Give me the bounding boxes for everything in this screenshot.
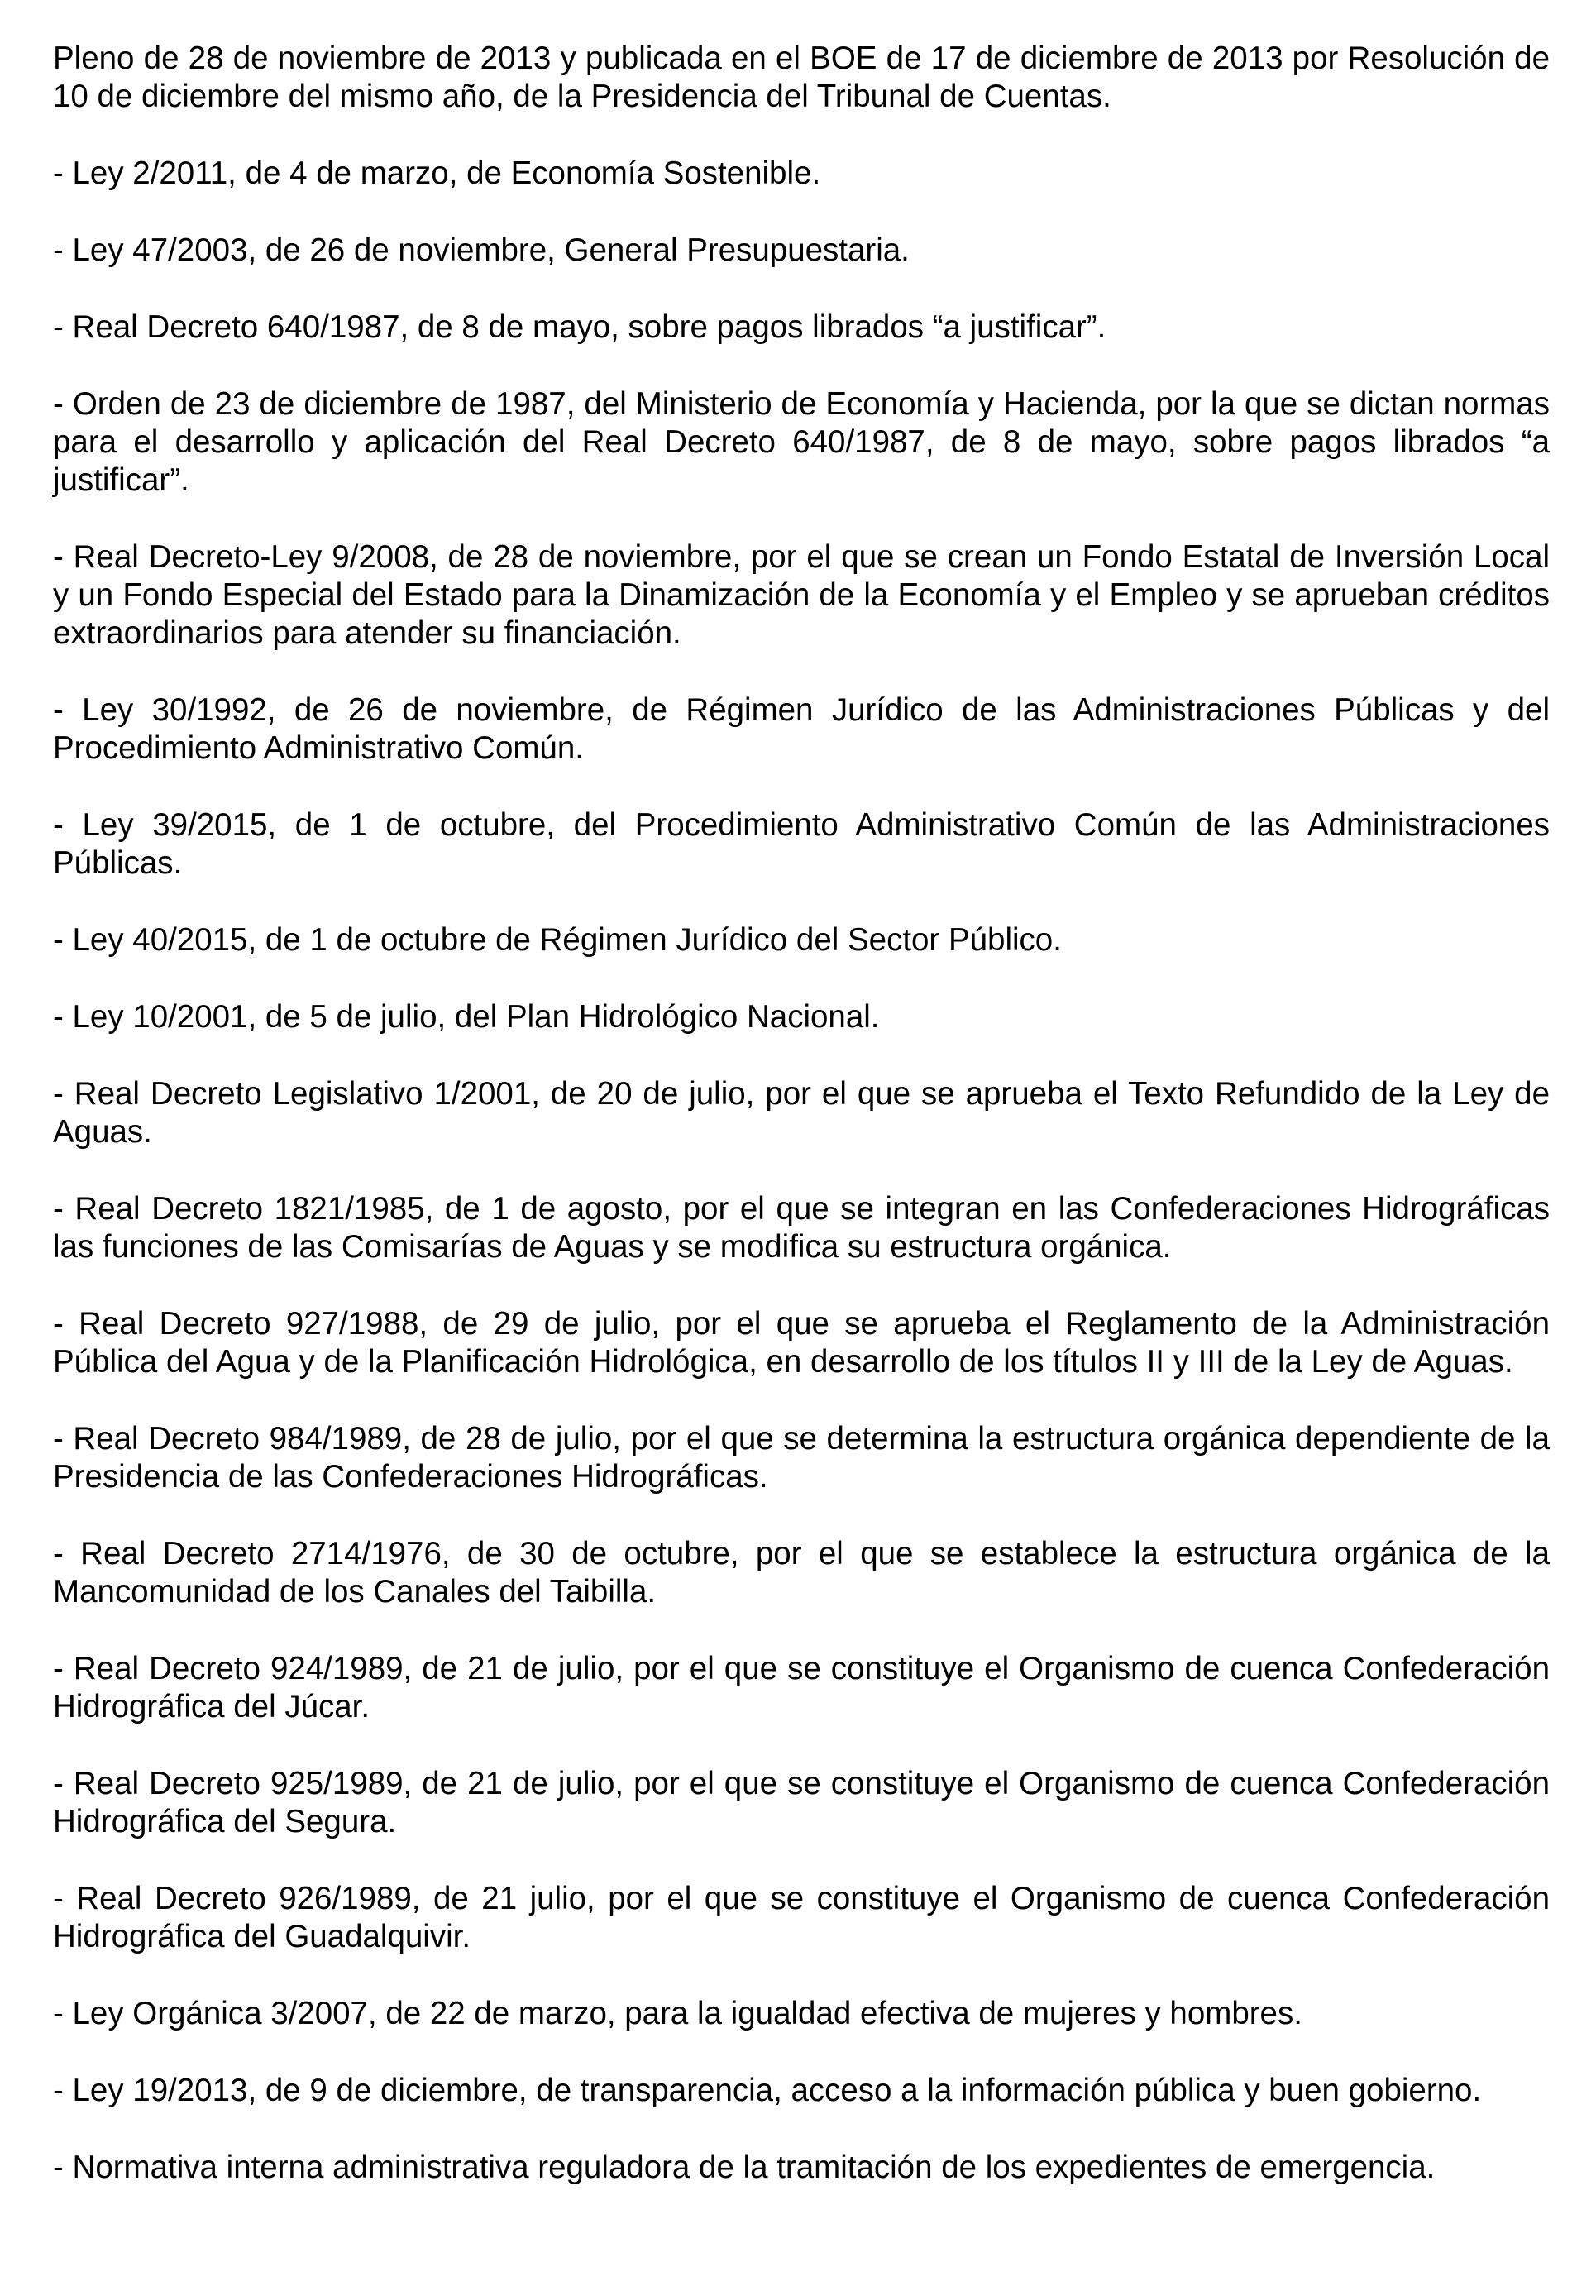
list-item: - Real Decreto 925/1989, de 21 de julio, por el que se constituye el Organismo de cuenca Confederación Hidrográfica del Segura. [53,1766,1550,1839]
list-item: - Real Decreto 927/1988, de 29 de julio, por el que se aprueba el Reglamento de la Administración Pública del Agua y de la Planificación Hidrológica, en desarrollo de los títulos II y III de la Ley de Aguas. [53,1306,1550,1380]
list-item: - Real Decreto 926/1989, de 21 julio, por el que se constituye el Organismo de cuenca Confederación Hidrográfica del Guadalquivir. [53,1881,1550,1954]
list-item: - Ley 40/2015, de 1 de octubre de Régimen Jurídico del Sector Público. [53,922,1062,958]
document-page [53,40,1550,2226]
list-item: - Real Decreto Legislativo 1/2001, de 20 de julio, por el que se aprueba el Texto Refundido de la Ley de Aguas. [53,1076,1550,1150]
paragraph-continuation: Pleno de 28 de noviembre de 2013 y publicada en el BOE de 17 de diciembre de 2013 por Resolución de 10 de diciembre del mismo año, de la Presidencia del Tribunal de Cuentas. [53,41,1550,114]
list-item: - Normativa interna administrativa reguladora de la tramitación de los expedientes de emergencia. [53,2150,1436,2185]
list-item: - Ley 10/2001, de 5 de julio, del Plan Hidrológico Nacional. [53,999,880,1035]
list-item: - Ley 39/2015, de 1 de octubre, del Procedimiento Administrativo Común de las Administraciones Públicas. [53,807,1550,881]
list-item: - Real Decreto 2714/1976, de 30 de octubre, por el que se establece la estructura orgánica de la Mancomunidad de los Canales del Taibilla. [53,1536,1550,1610]
list-item: - Real Decreto 924/1989, de 21 de julio, por el que se constituye el Organismo de cuenca Confederación Hidrográfica del Júcar. [53,1651,1550,1724]
list-item: - Real Decreto 984/1989, de 28 de julio, por el que se determina la estructura orgánica dependiente de la Presidencia de las Confederaciones Hidrográficas. [53,1421,1550,1495]
list-item: - Real Decreto 1821/1985, de 1 de agosto, por el que se integran en las Confederaciones Hidrográficas las funciones de las Comisarías de Aguas y se modifica su estructura orgánica. [53,1191,1550,1265]
list-item: - Ley Orgánica 3/2007, de 22 de marzo, para la igualdad efectiva de mujeres y hombres. [53,1996,1302,2031]
list-item: - Ley 2/2011, de 4 de marzo, de Economía Sostenible. [53,155,821,191]
list-item: - Ley 19/2013, de 9 de diciembre, de transparencia, acceso a la información pública y buen gobierno. [53,2073,1482,2108]
list-item: - Real Decreto-Ley 9/2008, de 28 de noviembre, por el que se crean un Fondo Estatal de Inversión Local y un Fondo Especial del Estado para la Dinamización de la Economía y el Empleo y se aprueban créditos extraordinarios para atender su financiación. [53,539,1550,651]
list-item: - Ley 47/2003, de 26 de noviembre, General Presupuestaria. [53,232,910,268]
list-item: - Orden de 23 de diciembre de 1987, del Ministerio de Economía y Hacienda, por la que se dictan normas para el desarrollo y aplicación del Real Decreto 640/1987, de 8 de mayo, sobre pagos librados “a justificar”. [53,386,1550,498]
list-item: - Ley 30/1992, de 26 de noviembre, de Régimen Jurídico de las Administraciones Públicas y del Procedimiento Administrativo Común. [53,692,1550,766]
list-item: - Real Decreto 640/1987, de 8 de mayo, sobre pagos librados “a justificar”. [53,309,1106,345]
